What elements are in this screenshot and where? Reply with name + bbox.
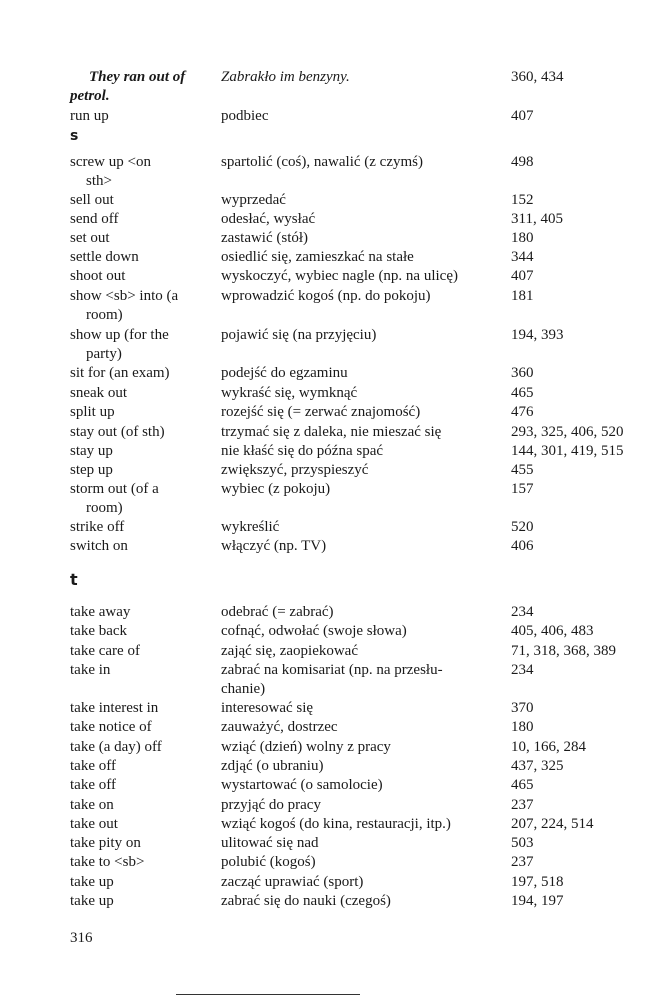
page-refs: 407 xyxy=(511,268,534,284)
page-refs: 407 xyxy=(511,108,534,124)
translation: zwiększyć, przyspieszyć xyxy=(221,462,369,478)
translation: zająć się, zaopiekować xyxy=(221,643,358,659)
translation: podejść do egzaminu xyxy=(221,365,348,381)
translation: polubić (kogoś) xyxy=(221,854,316,870)
phrase: take pity on xyxy=(70,835,141,851)
phrase: stay up xyxy=(70,443,113,459)
section-letter-t: t xyxy=(70,570,78,589)
phrase: take interest in xyxy=(70,700,159,716)
page-refs: 498 xyxy=(511,154,534,170)
translation: wprowadzić kogoś (np. do pokoju) xyxy=(221,288,431,304)
page-refs: 237 xyxy=(511,854,534,870)
page-refs: 476 xyxy=(511,404,534,420)
phrase: switch on xyxy=(70,538,128,554)
phrase: take off xyxy=(70,777,116,793)
translation: interesować się xyxy=(221,700,314,716)
phrase: set out xyxy=(70,230,110,246)
phrase: sneak out xyxy=(70,385,128,401)
translation: wyprzedać xyxy=(221,192,286,208)
phrase: take in xyxy=(70,662,111,678)
page-refs: 344 xyxy=(511,249,534,265)
phrase: They ran out of petrol. xyxy=(70,69,186,104)
page-refs: 406 xyxy=(511,538,534,554)
phrase: take back xyxy=(70,623,128,639)
translation: zauważyć, dostrzec xyxy=(221,719,338,735)
page-refs: 181 xyxy=(511,288,534,304)
phrase: show up (for the party) xyxy=(70,327,169,362)
page-refs: 152 xyxy=(511,192,534,208)
page-refs: 503 xyxy=(511,835,534,851)
translation: zacząć uprawiać (sport) xyxy=(221,874,364,890)
page-refs: 144, 301, 419, 515 xyxy=(511,443,624,459)
page-refs: 237 xyxy=(511,797,534,813)
phrase: take away xyxy=(70,604,131,620)
phrase: stay out (of sth) xyxy=(70,424,165,440)
page-refs: 180 xyxy=(511,230,534,246)
page-refs: 455 xyxy=(511,462,534,478)
page-refs: 71, 318, 368, 389 xyxy=(511,643,616,659)
translation: włączyć (np. TV) xyxy=(221,538,327,554)
translation: osiedlić się, zamieszkać na stałe xyxy=(221,249,414,265)
translation: wystartować (o samolocie) xyxy=(221,777,383,793)
page-refs: 437, 325 xyxy=(511,758,564,774)
page-refs: 180 xyxy=(511,719,534,735)
phrase: sit for (an exam) xyxy=(70,365,170,381)
phrase: take up xyxy=(70,893,114,909)
phrase: run up xyxy=(70,108,109,124)
phrase: show <sb> into (a room) xyxy=(70,288,179,323)
page-refs: 311, 405 xyxy=(511,211,563,227)
translation: zdjąć (o ubraniu) xyxy=(221,758,324,774)
phrase: take out xyxy=(70,816,118,832)
translation: ulitować się nad xyxy=(221,835,319,851)
translation: wykreślić xyxy=(221,519,280,535)
phrase: strike off xyxy=(70,519,125,535)
translation: odesłać, wysłać xyxy=(221,211,316,227)
page-refs: 207, 224, 514 xyxy=(511,816,594,832)
page-refs: 360 xyxy=(511,365,534,381)
page-refs: 10, 166, 284 xyxy=(511,739,586,755)
translation: wziąć (dzień) wolny z pracy xyxy=(221,739,391,755)
phrase: take up xyxy=(70,874,114,890)
phrase: take on xyxy=(70,797,114,813)
phrase: send off xyxy=(70,211,119,227)
translation: wykraść się, wymknąć xyxy=(221,385,358,401)
page-refs: 194, 197 xyxy=(511,893,564,909)
translation: wziąć kogoś (do kina, restauracji, itp.) xyxy=(221,816,451,832)
section-letter-s: s xyxy=(70,128,79,144)
page-refs: 405, 406, 483 xyxy=(511,623,594,639)
phrase: settle down xyxy=(70,249,139,265)
phrase: take (a day) off xyxy=(70,739,162,755)
page-refs: 360, 434 xyxy=(511,69,564,85)
page-refs: 370 xyxy=(511,700,534,716)
phrase: storm out (of a room) xyxy=(70,481,159,516)
page-refs: 520 xyxy=(511,519,534,535)
translation: pojawić się (na przyjęciu) xyxy=(221,327,377,343)
translation: Zabrakło im benzyny. xyxy=(221,69,350,85)
translation: trzymać się z daleka, nie mieszać się xyxy=(221,424,442,440)
translation: przyjąć do pracy xyxy=(221,797,321,813)
page-refs: 465 xyxy=(511,385,534,401)
page-refs: 234 xyxy=(511,604,534,620)
phrase: take to <sb> xyxy=(70,854,145,870)
translation: rozejść się (= zerwać znajomość) xyxy=(221,404,421,420)
translation: zabrać na komisariat (np. na przesłu- chanie) xyxy=(221,662,443,697)
page-refs: 157 xyxy=(511,481,534,497)
phrase: take notice of xyxy=(70,719,152,735)
phrase: take care of xyxy=(70,643,140,659)
translation: cofnąć, odwołać (swoje słowa) xyxy=(221,623,407,639)
page-refs: 194, 393 xyxy=(511,327,564,343)
page-refs: 234 xyxy=(511,662,534,678)
phrase: take off xyxy=(70,758,116,774)
footer-rule xyxy=(176,994,360,995)
phrase: screw up <on sth> xyxy=(70,154,151,189)
page-number: 316 xyxy=(70,930,93,946)
page-refs: 197, 518 xyxy=(511,874,564,890)
translation: odebrać (= zabrać) xyxy=(221,604,334,620)
translation: zastawić (stół) xyxy=(221,230,309,246)
translation: wyskoczyć, wybiec nagle (np. na ulicę) xyxy=(221,268,458,284)
translation: wybiec (z pokoju) xyxy=(221,481,331,497)
phrase: sell out xyxy=(70,192,114,208)
phrase: split up xyxy=(70,404,115,420)
phrase: step up xyxy=(70,462,113,478)
phrase: shoot out xyxy=(70,268,126,284)
translation: spartolić (coś), nawalić (z czymś) xyxy=(221,154,423,170)
page-refs: 465 xyxy=(511,777,534,793)
translation: zabrać się do nauki (czegoś) xyxy=(221,893,391,909)
translation: nie kłaść się do późna spać xyxy=(221,443,384,459)
page-refs: 293, 325, 406, 520 xyxy=(511,424,624,440)
translation: podbiec xyxy=(221,108,269,124)
